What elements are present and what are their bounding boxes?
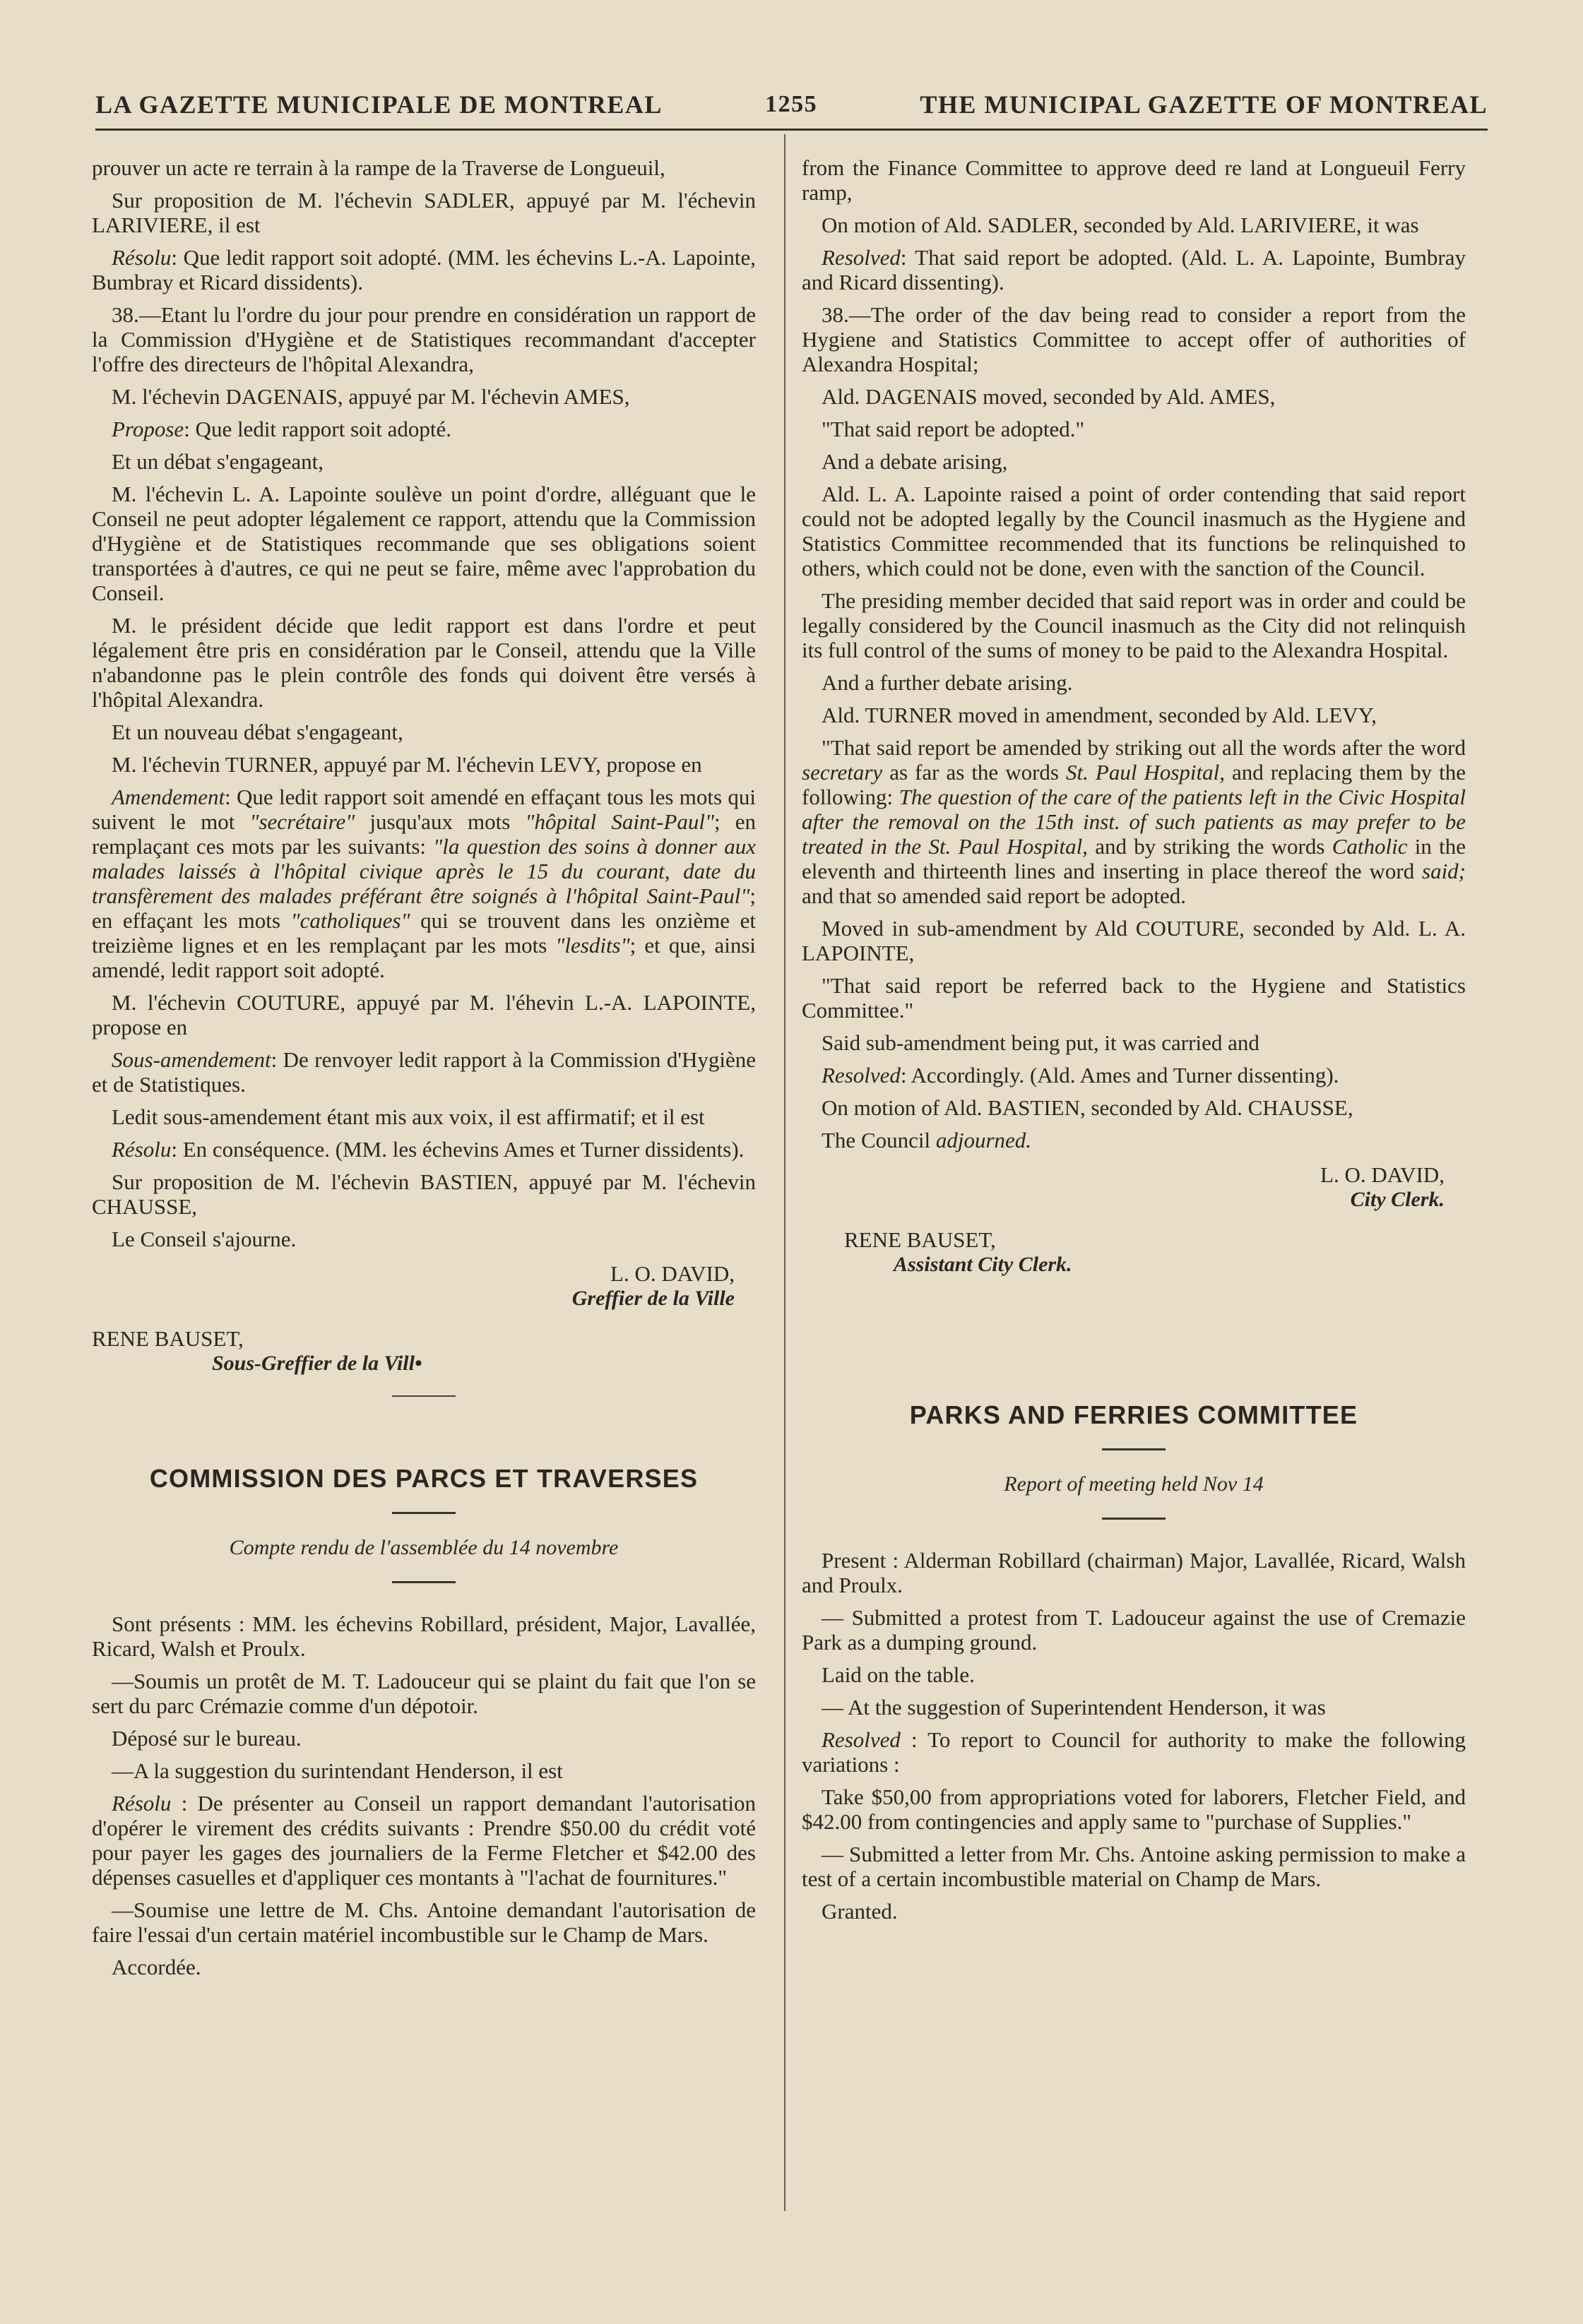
en-paragraph: On motion of Ald. SADLER, seconded by Ald. LARIVIERE, it was xyxy=(822,213,1419,237)
fr-text: : Que ledit rapport soit amendé en effaçant tous les mots qui suivent le mot xyxy=(92,785,756,834)
resolved-label: Resolved xyxy=(822,1063,901,1087)
en-paragraph: Take $50,00 from appropriations voted for laborers, Fletcher Field, and $42.00 from contingencies and apply same to "purchase of Supplies." xyxy=(802,1784,1466,1834)
en-paragraph xyxy=(802,1128,1466,1152)
fr-text: : De présenter au Conseil un rapport demandant l'autorisation d'opérer le virement des crédits suivants : Prendre $50.00 du crédit voté pour payer les gages des journaliers de la Ferme Fletcher et $42.00 des dépenses casuelles et d'appliquer ces montants à "l'achat de fournitures." xyxy=(92,1791,756,1890)
fr-paragraph xyxy=(92,1791,756,1890)
resolu-label: Résolu xyxy=(112,1137,172,1162)
fr-paragraph: prouver un acte re terrain à la rampe de la Traverse de Longueuil, xyxy=(92,155,665,180)
en-text: in the eleventh and thirteenth lines and inserting in place thereof the word xyxy=(802,834,1466,883)
en-paragraph: — Submitted a letter from Mr. Chs. Antoine asking permission to make a test of a certain incombustible material on Champ de Mars. xyxy=(802,1842,1466,1891)
en-text: "That said report be amended by striking out all the words after the word xyxy=(822,735,1466,760)
fr-paragraph xyxy=(92,1047,756,1097)
en-quote: St. Paul Hospital, xyxy=(1066,760,1225,785)
en-text: as far as the words xyxy=(882,760,1066,785)
fr-paragraph: Ledit sous-amendement étant mis aux voix, il est affirmatif; et il est xyxy=(112,1104,705,1129)
fr-paragraph: M. l'échevin DAGENAIS, appuyé par M. l'échevin AMES, xyxy=(112,384,630,409)
en-paragraph xyxy=(802,245,1466,294)
fr-quote: "la question des soins à donner aux malades laissés à l'hôpital civique après le 15 du courant, date du transfèrement des malades préférant être soignés à l'hôpital Saint-Paul" xyxy=(92,834,756,908)
en-paragraph: Ald. L. A. Lapointe raised a point of order contending that said report could not be adopted legally by the Council inasmuch as the Hygiene and Statistics Committee recommended that its functions be relinquished to others, which could not be done, even with the sanction of the Council. xyxy=(802,482,1466,580)
en-paragraph xyxy=(802,1727,1466,1777)
clerk-signature xyxy=(802,1162,1445,1212)
fr-text: ; et que, ainsi amendé, ledit rapport soit adopté. xyxy=(92,933,756,982)
spacer xyxy=(92,1397,756,1446)
en-text: and that so amended said report be adopted. xyxy=(802,883,1187,908)
fr-quote: "lesdits" xyxy=(555,933,630,958)
en-paragraph: Ald. DAGENAIS moved, seconded by Ald. AMES, xyxy=(822,384,1276,409)
header-rule xyxy=(95,129,1488,131)
fr-paragraph xyxy=(92,417,756,441)
assistant-signature xyxy=(92,1326,756,1376)
clerk-signature xyxy=(92,1261,735,1311)
fr-paragraph: —A la suggestion du surintendant Henderson, il est xyxy=(112,1758,563,1783)
en-paragraph: Moved in sub-amendment by Ald COUTURE, seconded by Ald. L. A. LAPOINTE, xyxy=(802,916,1466,965)
clerk-role: City Clerk. xyxy=(1350,1188,1445,1211)
resolved-label: Resolved xyxy=(822,245,901,270)
clerk-name: L. O. DAVID, xyxy=(610,1261,735,1286)
section-title: PARKS AND FERRIES COMMITTEE xyxy=(909,1400,1358,1429)
en-paragraph: 38.—The order of the dav being read to consider a report from the Hygiene and Statistics Committee to accept offer of authorities of Alexandra Hospital; xyxy=(802,302,1466,376)
en-paragraph: Said sub-amendment being put, it was carried and xyxy=(822,1030,1259,1055)
en-paragraph: And a further debate arising. xyxy=(822,670,1073,695)
en-paragraph: — At the suggestion of Superintendent Henderson, it was xyxy=(822,1695,1326,1720)
header-right-title: THE MUNICIPAL GAZETTE OF MONTREAL xyxy=(920,90,1488,119)
en-paragraph xyxy=(802,1063,1466,1087)
en-quote: said; xyxy=(1422,859,1466,883)
fr-text: : En conséquence. (MM. les échevins Ames et Turner dissidents). xyxy=(171,1137,745,1162)
spacer xyxy=(802,1277,1466,1383)
fr-amendment xyxy=(92,785,756,982)
page-number: 1255 xyxy=(765,91,818,117)
fr-paragraph: Sont présents : MM. les échevins Robillard, président, Major, Lavallée, Ricard, Walsh et Proulx. xyxy=(92,1611,756,1661)
amendement-label: Amendement xyxy=(112,785,225,809)
section-rule xyxy=(392,1581,456,1583)
fr-text: ; en remplaçant ces mots par les suivants: xyxy=(92,809,756,859)
fr-paragraph xyxy=(92,245,756,294)
clerk-name: L. O. DAVID, xyxy=(1320,1162,1445,1187)
section-subtitle: Report of meeting held Nov 14 xyxy=(1004,1472,1264,1496)
sous-amendement-label: Sous-amendement xyxy=(112,1047,271,1072)
fr-paragraph: Et un nouveau débat s'engageant, xyxy=(112,720,403,744)
en-paragraph: Laid on the table. xyxy=(822,1662,975,1687)
fr-paragraph: Le Conseil s'ajourne. xyxy=(112,1227,297,1251)
fr-paragraph: —Soumis un protêt de M. T. Ladouceur qui se plaint du fait que l'on se sert du parc Crémazie comme d'un dépotoir. xyxy=(92,1669,756,1718)
fr-paragraph: 38.—Etant lu l'ordre du jour pour prendre en considération un rapport de la Commission d'Hygiène et de Statistiques recommandant d'accepter l'offre des directeurs de l'hôpital Alexandra, xyxy=(92,302,756,376)
fr-paragraph: M. l'échevin COUTURE, appuyé par M. l'éhevin L.-A. LAPOINTE, propose en xyxy=(92,990,756,1039)
en-quote: Catholic xyxy=(1332,834,1408,859)
en-adjourned: adjourned. xyxy=(935,1128,1032,1152)
en-paragraph: The presiding member decided that said report was in order and could be legally considered by the Council inasmuch as the City did not relinquish its full control of the sums of money to be paid to the Alexandra Hospital. xyxy=(802,588,1466,662)
resolu-label: Résolu xyxy=(112,245,172,270)
en-text: and by striking the words xyxy=(1087,834,1332,859)
fr-text: qui se trouvent dans les onzième et treizième lignes et en les remplaçant par les mots xyxy=(92,908,756,958)
assistant-name: RENE BAUSET, xyxy=(92,1326,244,1351)
fr-text: ; en effaçant les mots xyxy=(92,883,756,933)
column-divider xyxy=(784,134,785,2211)
en-paragraph: from the Finance Committee to approve deed re land at Longueuil Ferry ramp, xyxy=(802,155,1466,205)
assistant-role: Sous-Greffier de la Vill• xyxy=(212,1352,422,1375)
en-paragraph: "That said report be referred back to the Hygiene and Statistics Committee." xyxy=(802,973,1466,1023)
fr-paragraph: Accordée. xyxy=(112,1955,201,1979)
section-rule xyxy=(1102,1448,1166,1450)
fr-text: : Que ledit rapport soit adopté. (MM. les échevins L.-A. Lapointe, Bumbray et Ricard dissidents). xyxy=(92,245,756,294)
en-paragraph: On motion of Ald. BASTIEN, seconded by Ald. CHAUSSE, xyxy=(822,1095,1353,1120)
fr-quote: "catholiques" xyxy=(290,908,410,933)
en-paragraph: Granted. xyxy=(822,1899,898,1924)
assistant-name: RENE BAUSET, xyxy=(844,1227,996,1252)
fr-text: jusqu'aux mots xyxy=(355,809,526,834)
en-paragraph: — Submitted a protest from T. Ladouceur against the use of Cremazie Park as a dumping ground. xyxy=(802,1605,1466,1655)
section-rule xyxy=(392,1512,456,1514)
section-title: COMMISSION DES PARCS ET TRAVERSES xyxy=(149,1464,699,1493)
fr-paragraph xyxy=(92,1137,756,1162)
fr-quote: "hôpital Saint-Paul" xyxy=(525,809,715,834)
propose-label: Propose xyxy=(112,417,184,441)
en-text: The Council xyxy=(822,1128,936,1152)
french-column xyxy=(92,155,756,1987)
fr-paragraph: Sur proposition de M. l'échevin SADLER, appuyé par M. l'échevin LARIVIERE, il est xyxy=(92,188,756,237)
en-text: : To report to Council for authority to make the following variations : xyxy=(802,1727,1466,1777)
fr-paragraph: M. le président décide que ledit rapport est dans l'ordre et peut légalement être pris en considération par le Conseil, attendu que la Ville n'abandonne pas le plein contrôle des fonds qui doivent être versés à l'hôpital Alexandra. xyxy=(92,613,756,712)
en-text: and replacing them by the following: xyxy=(802,760,1466,809)
assistant-signature xyxy=(802,1227,1466,1277)
fr-paragraph: M. l'échevin L. A. Lapointe soulève un point d'ordre, alléguant que le Conseil ne peut adopter légalement ce rapport, attendu que la Commission d'Hygiène et de Statistiques recommande que ses obligations soient transportées à d'autres, ce qui ne peut se faire, même avec l'approbation du Conseil. xyxy=(92,482,756,605)
fr-paragraph: Et un débat s'engageant, xyxy=(112,449,324,474)
resolved-label: Resolved xyxy=(822,1727,901,1752)
en-paragraph: Present : Alderman Robillard (chairman) Major, Lavallée, Ricard, Walsh and Proulx. xyxy=(802,1548,1466,1597)
section-subtitle: Compte rendu de l'assemblée du 14 novembre xyxy=(229,1536,619,1559)
en-paragraph: Ald. TURNER moved in amendment, seconded by Ald. LEVY, xyxy=(822,703,1377,727)
fr-text: : Que ledit rapport soit adopté. xyxy=(184,417,451,441)
fr-paragraph: —Soumise une lettre de M. Chs. Antoine demandant l'autorisation de faire l'essai d'un certain matériel incombustible sur le Champ de Mars. xyxy=(92,1897,756,1947)
header-left-title: LA GAZETTE MUNICIPALE DE MONTREAL xyxy=(95,90,663,119)
english-column xyxy=(802,155,1466,1931)
running-head xyxy=(95,83,1488,126)
fr-text: : De renvoyer ledit rapport à la Commission d'Hygiène et de Statistiques. xyxy=(92,1047,756,1097)
fr-paragraph: Déposé sur le bureau. xyxy=(112,1726,302,1751)
en-text: : That said report be adopted. (Ald. L. A. Lapointe, Bumbray and Ricard dissenting). xyxy=(802,245,1466,294)
en-quote: The question of the care of the patients left in the Civic Hospital after the removal on the 15th inst. of such patients as may prefer to be treated in the St. Paul Hospital, xyxy=(802,785,1466,859)
assistant-role: Assistant City Clerk. xyxy=(894,1253,1072,1276)
en-amendment xyxy=(802,735,1466,908)
en-quote: secretary xyxy=(802,760,883,785)
clerk-role: Greffier de la Ville xyxy=(571,1287,735,1310)
en-text: : Accordingly. (Ald. Ames and Turner dissenting). xyxy=(900,1063,1339,1087)
fr-paragraph: Sur proposition de M. l'échevin BASTIEN, appuyé par M. l'échevin CHAUSSE, xyxy=(92,1169,756,1219)
resolu-label: Résolu xyxy=(112,1791,172,1816)
en-paragraph: "That said report be adopted." xyxy=(822,417,1085,441)
section-rule xyxy=(1102,1518,1166,1520)
en-paragraph: And a debate arising, xyxy=(822,449,1008,474)
fr-quote: "secrétaire" xyxy=(249,809,355,834)
fr-paragraph: M. l'échevin TURNER, appuyé par M. l'échevin LEVY, propose en xyxy=(112,752,702,777)
